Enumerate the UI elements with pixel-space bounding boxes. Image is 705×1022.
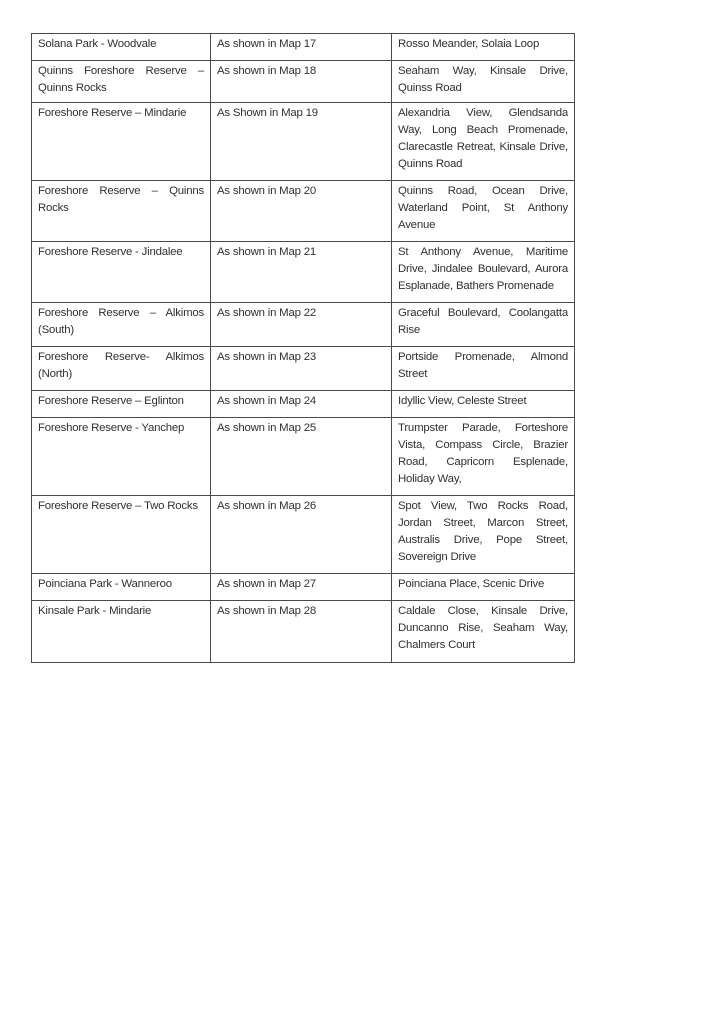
location-cell: Quinns Foreshore Reserve – Quinns Rocks <box>32 61 211 103</box>
map-reference-cell: As shown in Map 18 <box>211 61 392 103</box>
table-row <box>32 34 575 61</box>
location-cell: Foreshore Reserve – Alkimos (South) <box>32 303 211 347</box>
table-row <box>32 303 575 347</box>
table-row <box>32 391 575 418</box>
table-row <box>32 601 575 663</box>
table-row <box>32 103 575 181</box>
streets-cell: Alexandria View, Glendsanda Way, Long Beach Promenade, Clarecastle Retreat, Kinsale Drive, Quinns Road <box>392 103 575 181</box>
map-reference-cell: As shown in Map 22 <box>211 303 392 347</box>
table-row <box>32 574 575 601</box>
streets-cell: St Anthony Avenue, Maritime Drive, Jindalee Boulevard, Aurora Esplanade, Bathers Promenade <box>392 242 575 303</box>
map-reference-cell: As Shown in Map 19 <box>211 103 392 181</box>
location-cell: Foreshore Reserve – Quinns Rocks <box>32 181 211 242</box>
streets-cell: Idyllic View, Celeste Street <box>392 391 575 418</box>
table-row <box>32 242 575 303</box>
table-row <box>32 61 575 103</box>
streets-cell: Seaham Way, Kinsale Drive, Quinss Road <box>392 61 575 103</box>
map-reference-cell: As shown in Map 26 <box>211 496 392 574</box>
streets-cell: Trumpster Parade, Forteshore Vista, Compass Circle, Brazier Road, Capricorn Esplenade, Holiday Way, <box>392 418 575 496</box>
streets-cell: Rosso Meander, Solaia Loop <box>392 34 575 61</box>
map-reference-cell: As shown in Map 24 <box>211 391 392 418</box>
map-reference-cell: As shown in Map 17 <box>211 34 392 61</box>
streets-cell: Caldale Close, Kinsale Drive, Duncanno Rise, Seaham Way, Chalmers Court <box>392 601 575 663</box>
map-reference-cell: As shown in Map 28 <box>211 601 392 663</box>
streets-cell: Poinciana Place, Scenic Drive <box>392 574 575 601</box>
location-cell: Solana Park - Woodvale <box>32 34 211 61</box>
table-row <box>32 496 575 574</box>
location-cell: Poinciana Park - Wanneroo <box>32 574 211 601</box>
streets-cell: Quinns Road, Ocean Drive, Waterland Point, St Anthony Avenue <box>392 181 575 242</box>
map-reference-cell: As shown in Map 20 <box>211 181 392 242</box>
foreshore-reserves-table <box>31 33 575 663</box>
location-cell: Foreshore Reserve - Yanchep <box>32 418 211 496</box>
table-row <box>32 418 575 496</box>
location-cell: Kinsale Park - Mindarie <box>32 601 211 663</box>
map-reference-cell: As shown in Map 27 <box>211 574 392 601</box>
location-cell: Foreshore Reserve- Alkimos (North) <box>32 347 211 391</box>
streets-cell: Spot View, Two Rocks Road, Jordan Street, Marcon Street, Australis Drive, Pope Street, Sovereign Drive <box>392 496 575 574</box>
map-reference-cell: As shown in Map 21 <box>211 242 392 303</box>
location-cell: Foreshore Reserve – Eglinton <box>32 391 211 418</box>
location-cell: Foreshore Reserve – Two Rocks <box>32 496 211 574</box>
table-row <box>32 347 575 391</box>
map-reference-cell: As shown in Map 23 <box>211 347 392 391</box>
table-row <box>32 181 575 242</box>
location-cell: Foreshore Reserve – Mindarie <box>32 103 211 181</box>
streets-cell: Graceful Boulevard, Coolangatta Rise <box>392 303 575 347</box>
streets-cell: Portside Promenade, Almond Street <box>392 347 575 391</box>
map-reference-cell: As shown in Map 25 <box>211 418 392 496</box>
location-cell: Foreshore Reserve - Jindalee <box>32 242 211 303</box>
